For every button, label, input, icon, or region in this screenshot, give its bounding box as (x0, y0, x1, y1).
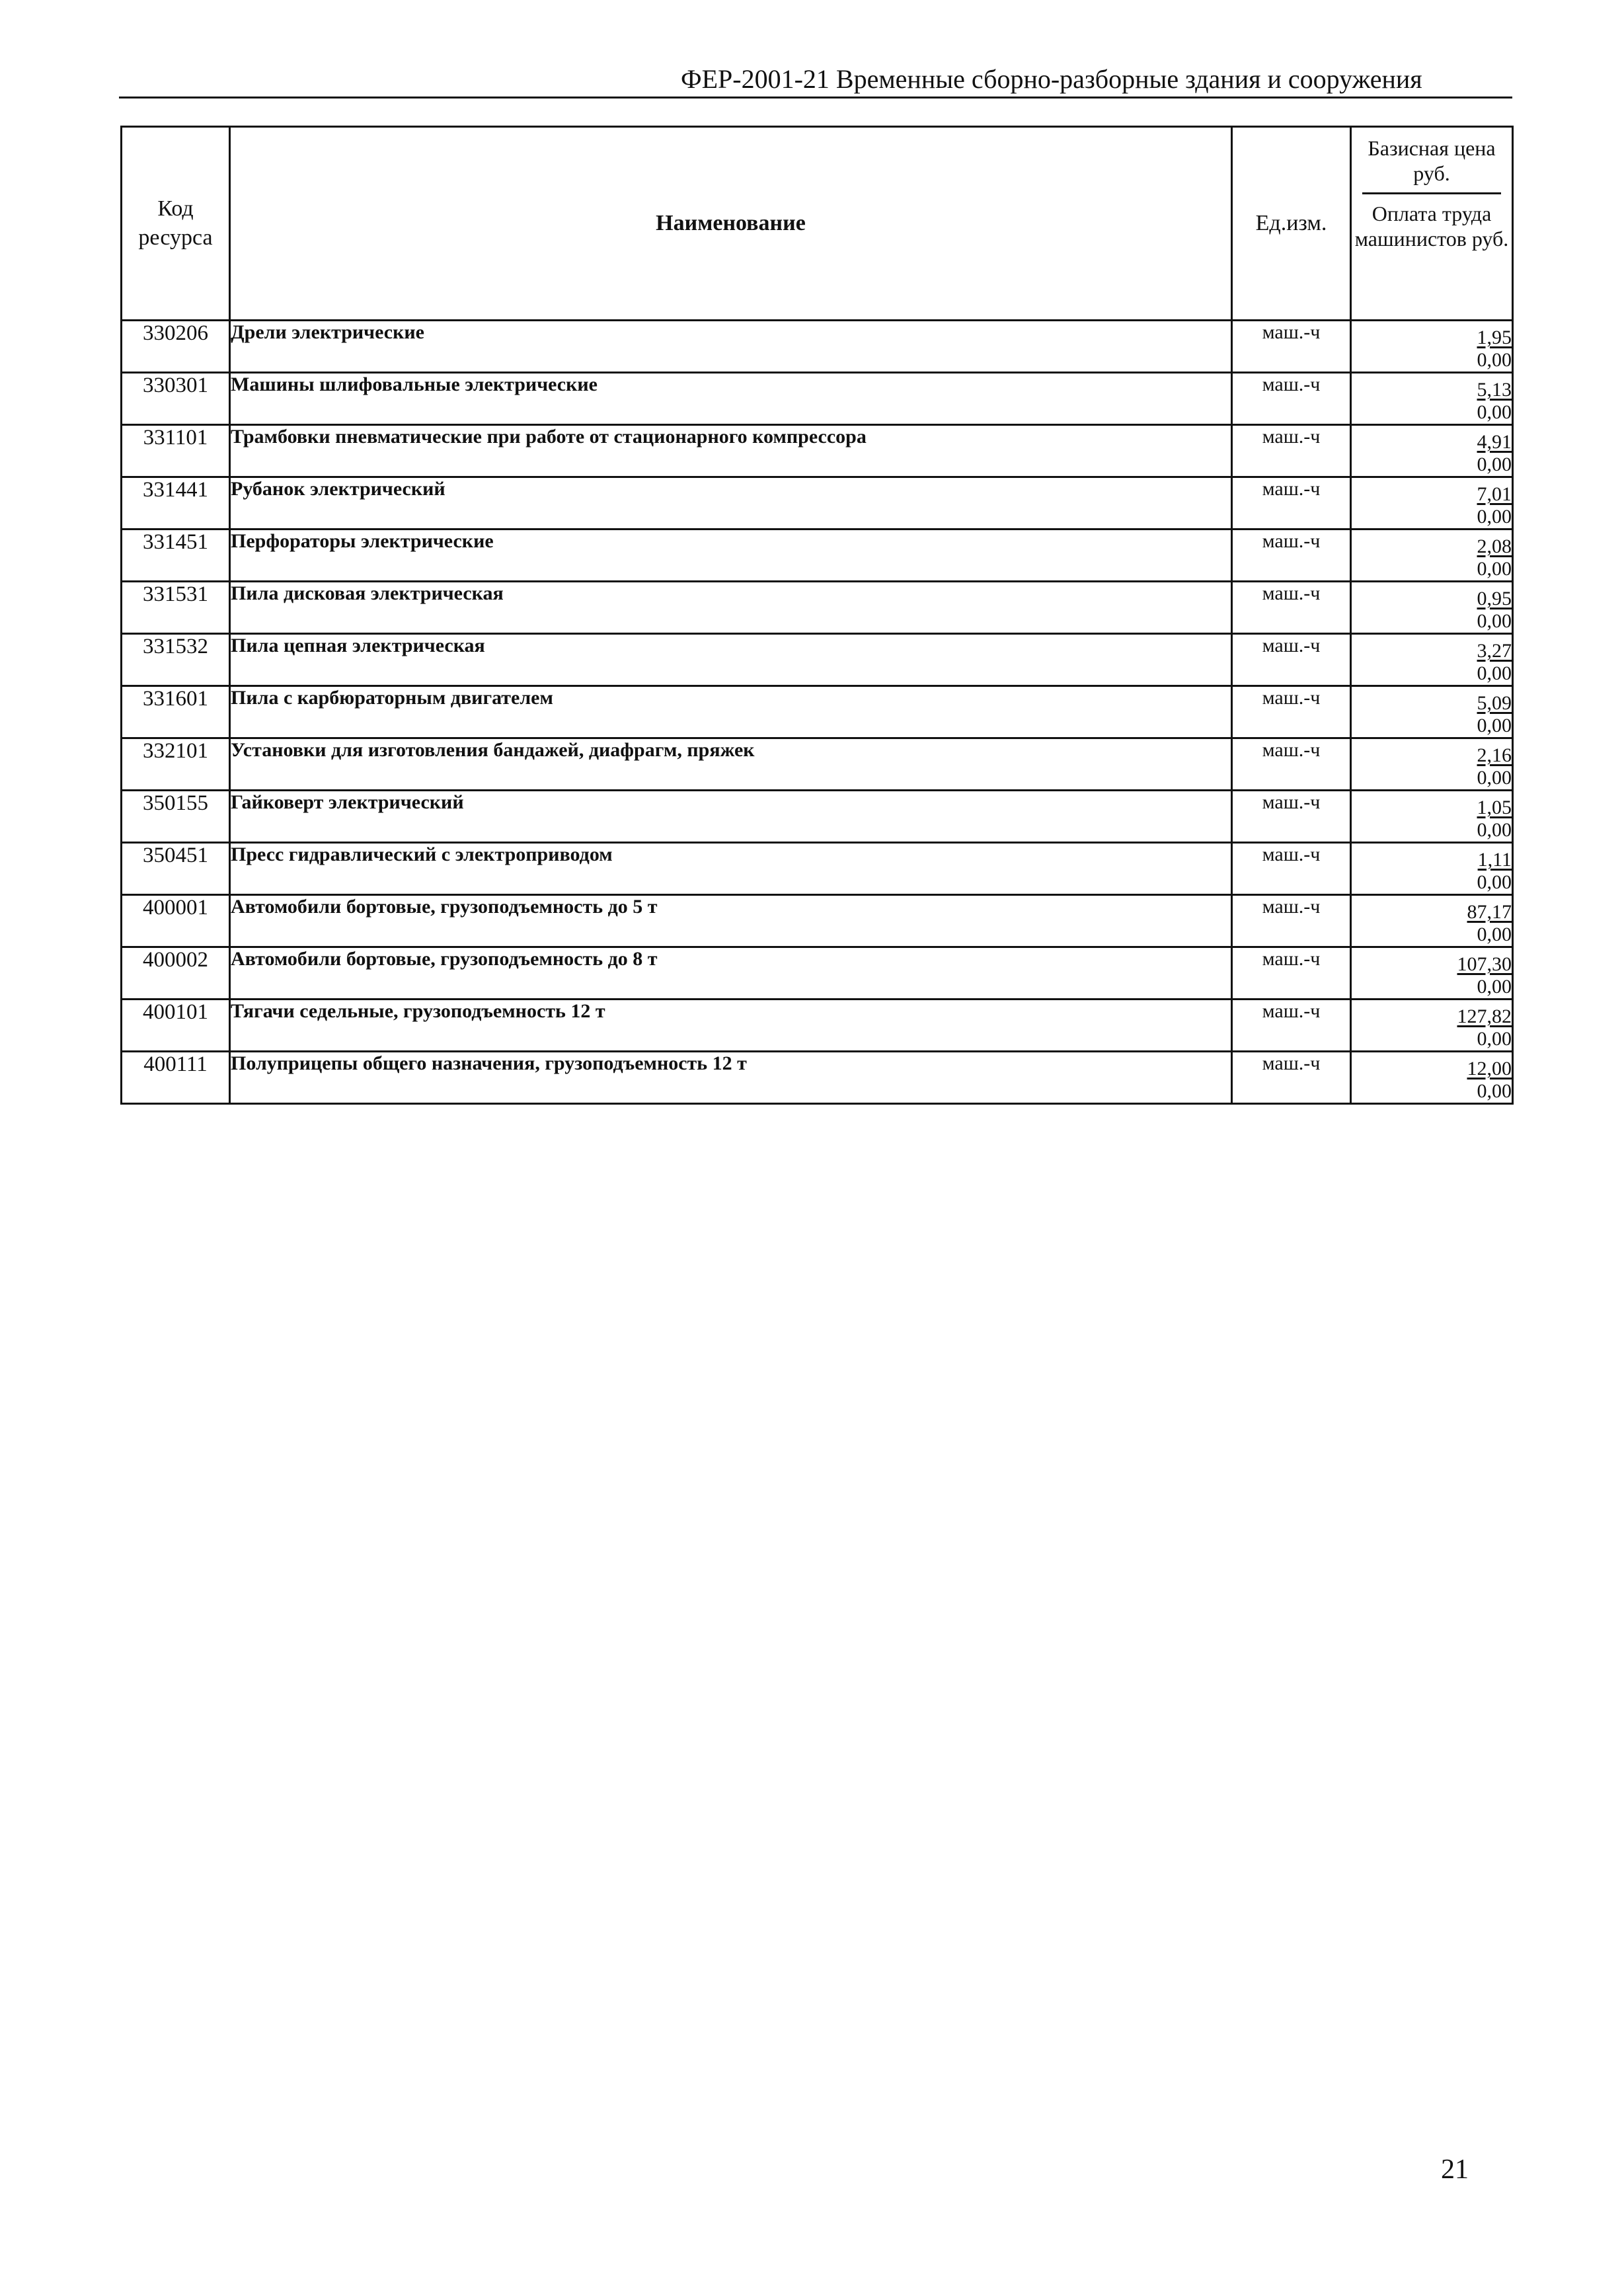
resource-unit: маш.-ч (1232, 477, 1351, 530)
resource-price-cell (1351, 791, 1513, 843)
resource-unit: маш.-ч (1232, 1000, 1351, 1052)
base-price: 87,17 (1467, 901, 1512, 923)
resource-code: 400002 (122, 947, 230, 1000)
table-row (122, 843, 1513, 895)
table-row (122, 477, 1513, 530)
resource-price-cell (1351, 582, 1513, 634)
base-price: 7,01 (1477, 483, 1512, 505)
header-price-cell (1351, 127, 1513, 321)
header-code-cell (122, 127, 230, 321)
labor-price: 0,00 (1477, 715, 1512, 736)
base-price: 5,09 (1477, 692, 1512, 714)
resource-code: 331532 (122, 634, 230, 686)
resource-unit: маш.-ч (1232, 530, 1351, 582)
resource-name: Полуприцепы общего назначения, грузоподъемность 12 т (230, 1052, 1232, 1104)
table-row (122, 947, 1513, 1000)
table-row (122, 895, 1513, 947)
labor-price: 0,00 (1477, 662, 1512, 684)
table-row (122, 425, 1513, 477)
labor-price: 0,00 (1477, 349, 1512, 371)
base-price: 2,16 (1477, 744, 1512, 766)
table-row (122, 634, 1513, 686)
resource-price-cell (1351, 895, 1513, 947)
base-price: 12,00 (1467, 1058, 1512, 1080)
table-row (122, 530, 1513, 582)
labor-price: 0,00 (1477, 871, 1512, 893)
resource-price-cell (1351, 477, 1513, 530)
resource-name: Перфораторы электрические (230, 530, 1232, 582)
resource-price-cell (1351, 843, 1513, 895)
resource-name: Пресс гидравлический с электроприводом (230, 843, 1232, 895)
document-title: ФЕР-2001-21 Временные сборно-разборные здания и сооружения (681, 64, 1422, 94)
resource-unit: маш.-ч (1232, 321, 1351, 373)
resource-code: 350451 (122, 843, 230, 895)
resource-code: 400101 (122, 1000, 230, 1052)
table-row (122, 373, 1513, 425)
resource-name: Автомобили бортовые, грузоподъемность до 5 т (230, 895, 1232, 947)
resource-code: 331531 (122, 582, 230, 634)
table-row (122, 686, 1513, 738)
resource-unit: маш.-ч (1232, 738, 1351, 791)
resource-name: Дрели электрические (230, 321, 1232, 373)
labor-price: 0,00 (1477, 1028, 1512, 1050)
resource-unit: маш.-ч (1232, 895, 1351, 947)
resource-price-cell (1351, 321, 1513, 373)
labor-price: 0,00 (1477, 610, 1512, 632)
resource-code: 350155 (122, 791, 230, 843)
labor-price: 0,00 (1477, 923, 1512, 945)
labor-price: 0,00 (1477, 976, 1512, 998)
resource-unit: маш.-ч (1232, 425, 1351, 477)
table-row (122, 321, 1513, 373)
resource-code: 332101 (122, 738, 230, 791)
resource-table (120, 126, 1514, 1105)
resource-price-cell (1351, 373, 1513, 425)
header-code: Код ресурса (138, 196, 213, 250)
labor-price: 0,00 (1477, 767, 1512, 789)
header-unit: Ед.изм. (1255, 211, 1327, 235)
labor-price: 0,00 (1477, 1080, 1512, 1102)
resource-name: Тягачи седельные, грузоподъемность 12 т (230, 1000, 1232, 1052)
resource-code: 331441 (122, 477, 230, 530)
resource-name: Гайковерт электрический (230, 791, 1232, 843)
resource-unit: маш.-ч (1232, 686, 1351, 738)
resource-code: 331451 (122, 530, 230, 582)
header-rule (119, 97, 1512, 98)
resource-name: Рубанок электрический (230, 477, 1232, 530)
base-price: 1,05 (1477, 797, 1512, 818)
resource-price-cell (1351, 425, 1513, 477)
base-price: 2,08 (1477, 535, 1512, 557)
resource-unit: маш.-ч (1232, 582, 1351, 634)
resource-name: Пила дисковая электрическая (230, 582, 1232, 634)
resource-code: 330206 (122, 321, 230, 373)
labor-price: 0,00 (1477, 558, 1512, 580)
header-unit-cell (1232, 127, 1351, 321)
page-number: 21 (1441, 2154, 1469, 2185)
resource-name: Пила с карбюраторным двигателем (230, 686, 1232, 738)
resource-price-cell (1351, 1000, 1513, 1052)
base-price: 0,95 (1477, 588, 1512, 609)
header-name-cell (230, 127, 1232, 321)
resource-unit: маш.-ч (1232, 843, 1351, 895)
header-price-top: Базисная цена руб. (1368, 136, 1496, 185)
table-row (122, 582, 1513, 634)
base-price: 127,82 (1457, 1005, 1512, 1027)
header-price-bottom: Оплата труда машинистов руб. (1354, 202, 1509, 251)
table-row (122, 791, 1513, 843)
table-row (122, 738, 1513, 791)
base-price: 4,91 (1477, 431, 1512, 453)
base-price: 5,13 (1477, 379, 1512, 401)
resource-code: 331101 (122, 425, 230, 477)
resource-unit: маш.-ч (1232, 634, 1351, 686)
resource-unit: маш.-ч (1232, 373, 1351, 425)
resource-unit: маш.-ч (1232, 791, 1351, 843)
base-price: 1,95 (1477, 327, 1512, 348)
base-price: 1,11 (1477, 849, 1512, 871)
resource-name: Пила цепная электрическая (230, 634, 1232, 686)
resource-price-cell (1351, 686, 1513, 738)
resource-name: Трамбовки пневматические при работе от стационарного компрессора (230, 425, 1232, 477)
base-price: 3,27 (1477, 640, 1512, 662)
resource-price-cell (1351, 530, 1513, 582)
resource-code: 400111 (122, 1052, 230, 1104)
resource-name: Автомобили бортовые, грузоподъемность до 8 т (230, 947, 1232, 1000)
table-row (122, 1052, 1513, 1104)
labor-price: 0,00 (1477, 401, 1512, 423)
resource-code: 331601 (122, 686, 230, 738)
header-name: Наименование (656, 211, 806, 235)
labor-price: 0,00 (1477, 819, 1512, 841)
resource-unit: маш.-ч (1232, 947, 1351, 1000)
base-price: 107,30 (1457, 953, 1512, 975)
labor-price: 0,00 (1477, 506, 1512, 528)
resource-code: 330301 (122, 373, 230, 425)
resource-code: 400001 (122, 895, 230, 947)
labor-price: 0,00 (1477, 453, 1512, 475)
resource-name: Установки для изготовления бандажей, диафрагм, пряжек (230, 738, 1232, 791)
table-row (122, 1000, 1513, 1052)
resource-name: Машины шлифовальные электрические (230, 373, 1232, 425)
resource-price-cell (1351, 634, 1513, 686)
resource-price-cell (1351, 1052, 1513, 1104)
resource-price-cell (1351, 947, 1513, 1000)
resource-price-cell (1351, 738, 1513, 791)
table-header-row (122, 127, 1513, 321)
resource-unit: маш.-ч (1232, 1052, 1351, 1104)
